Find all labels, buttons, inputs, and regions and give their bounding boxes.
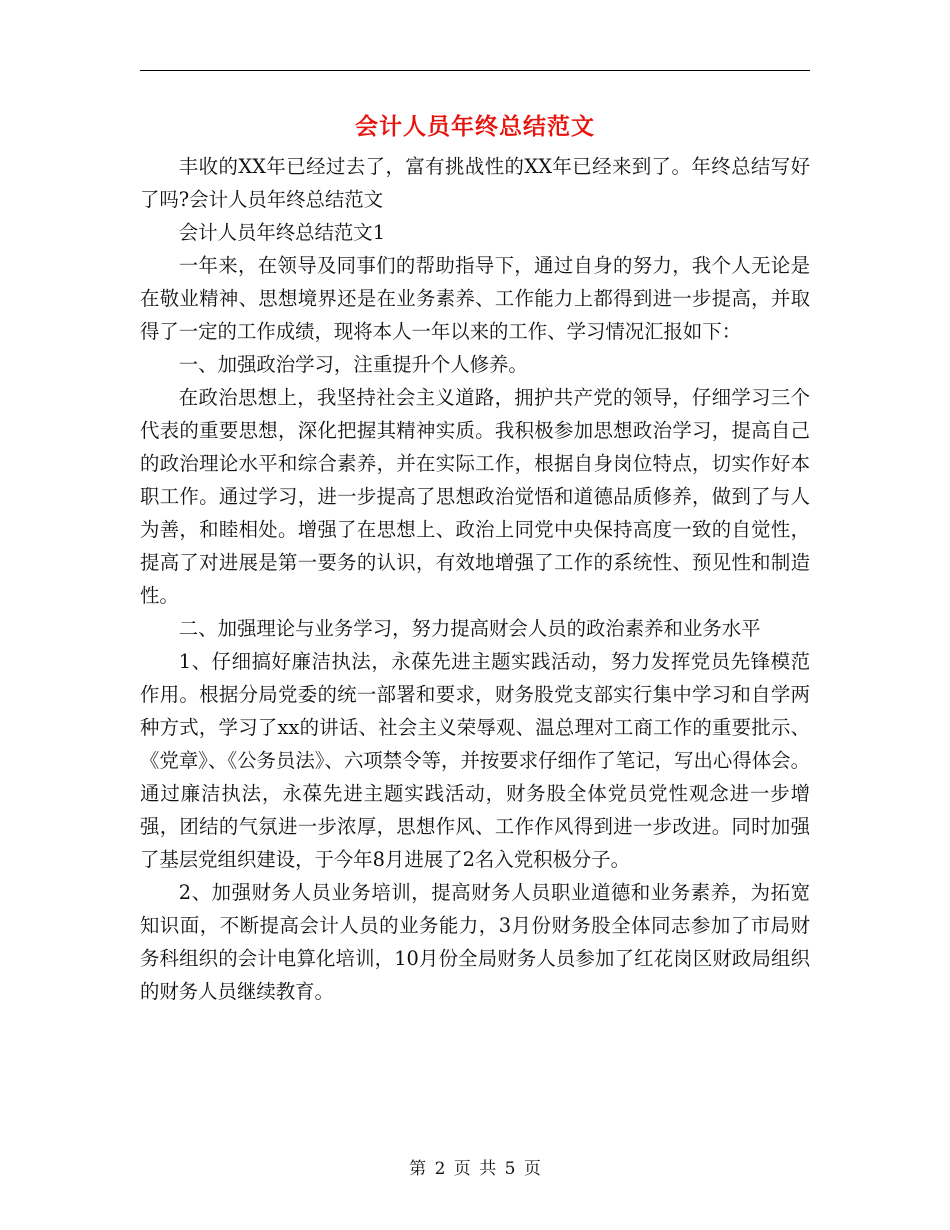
header-rule	[140, 70, 810, 71]
paragraph-item-1: 1、仔细搞好廉洁执法，永葆先进主题实践活动，努力发挥党员先锋模范作用。根据分局党委的统一部署和要求，财务股党支部实行集中学习和自学两种方式，学习了xx的讲话、社会主义荣辱观、温总理对工商工作的重要批示、《党章》、《公务员法》、六项禁令等，并按要求仔细作了笔记，写出心得体会。通过廉洁执法，永葆先进主题实践活动，财务股全体党员党性观念进一步增强，团结的气氛进一步浓厚，思想作风、工作作风得到进一步改进。同时加强了基层党组织建设，于今年8月进展了2名入党积极分子。	[140, 650, 810, 871]
paragraph-overview: 一年来，在领导及同事们的帮助指导下，通过自身的努力，我个人无论是在敬业精神、思想境界还是在业务素养、工作能力上都得到进一步提高，并取得了一定的工作成绩，现将本人一年以来的工作、学习情况汇报如下：	[140, 254, 810, 343]
section-heading-1: 一、加强政治学习，注重提升个人修养。	[178, 353, 528, 376]
paragraph-item-2: 2、加强财务人员业务培训，提高财务人员职业道德和业务素养，为拓宽知识面，不断提高会计人员的业务能力，3月份财务股全体同志参加了市局财务科组织的会计电算化培训，10月份全局财务人员参加了红花岗区财政局组织的财务人员继续教育。	[140, 881, 810, 1003]
document-body	[140, 150, 810, 1008]
paragraph-intro: 丰收的XX年已经过去了，富有挑战性的XX年已经来到了。年终总结写好了吗?会计人员年终总结范文	[140, 155, 810, 211]
page-number: 第 2 页 共 5 页	[409, 1159, 541, 1179]
paragraph-subheading: 会计人员年终总结范文1	[178, 221, 386, 244]
section-heading-2: 二、加强理论与业务学习，努力提高财会人员的政治素养和业务水平	[178, 617, 761, 640]
paragraph-political: 在政治思想上，我坚持社会主义道路，拥护共产党的领导，仔细学习三个代表的重要思想，深化把握其精神实质。我积极参加思想政治学习，提高自己的政治理论水平和综合素养，并在实际工作，根据自身岗位特点，切实作好本职工作。通过学习，进一步提高了思想政治觉悟和道德品质修养，做到了与人为善，和睦相处。增强了在思想上、政治上同党中央保持高度一致的自觉性，提高了对进展是第一要务的认识，有效地增强了工作的系统性、预见性和制造性。	[140, 386, 810, 607]
document-title: 会计人员年终总结范文	[355, 113, 595, 140]
